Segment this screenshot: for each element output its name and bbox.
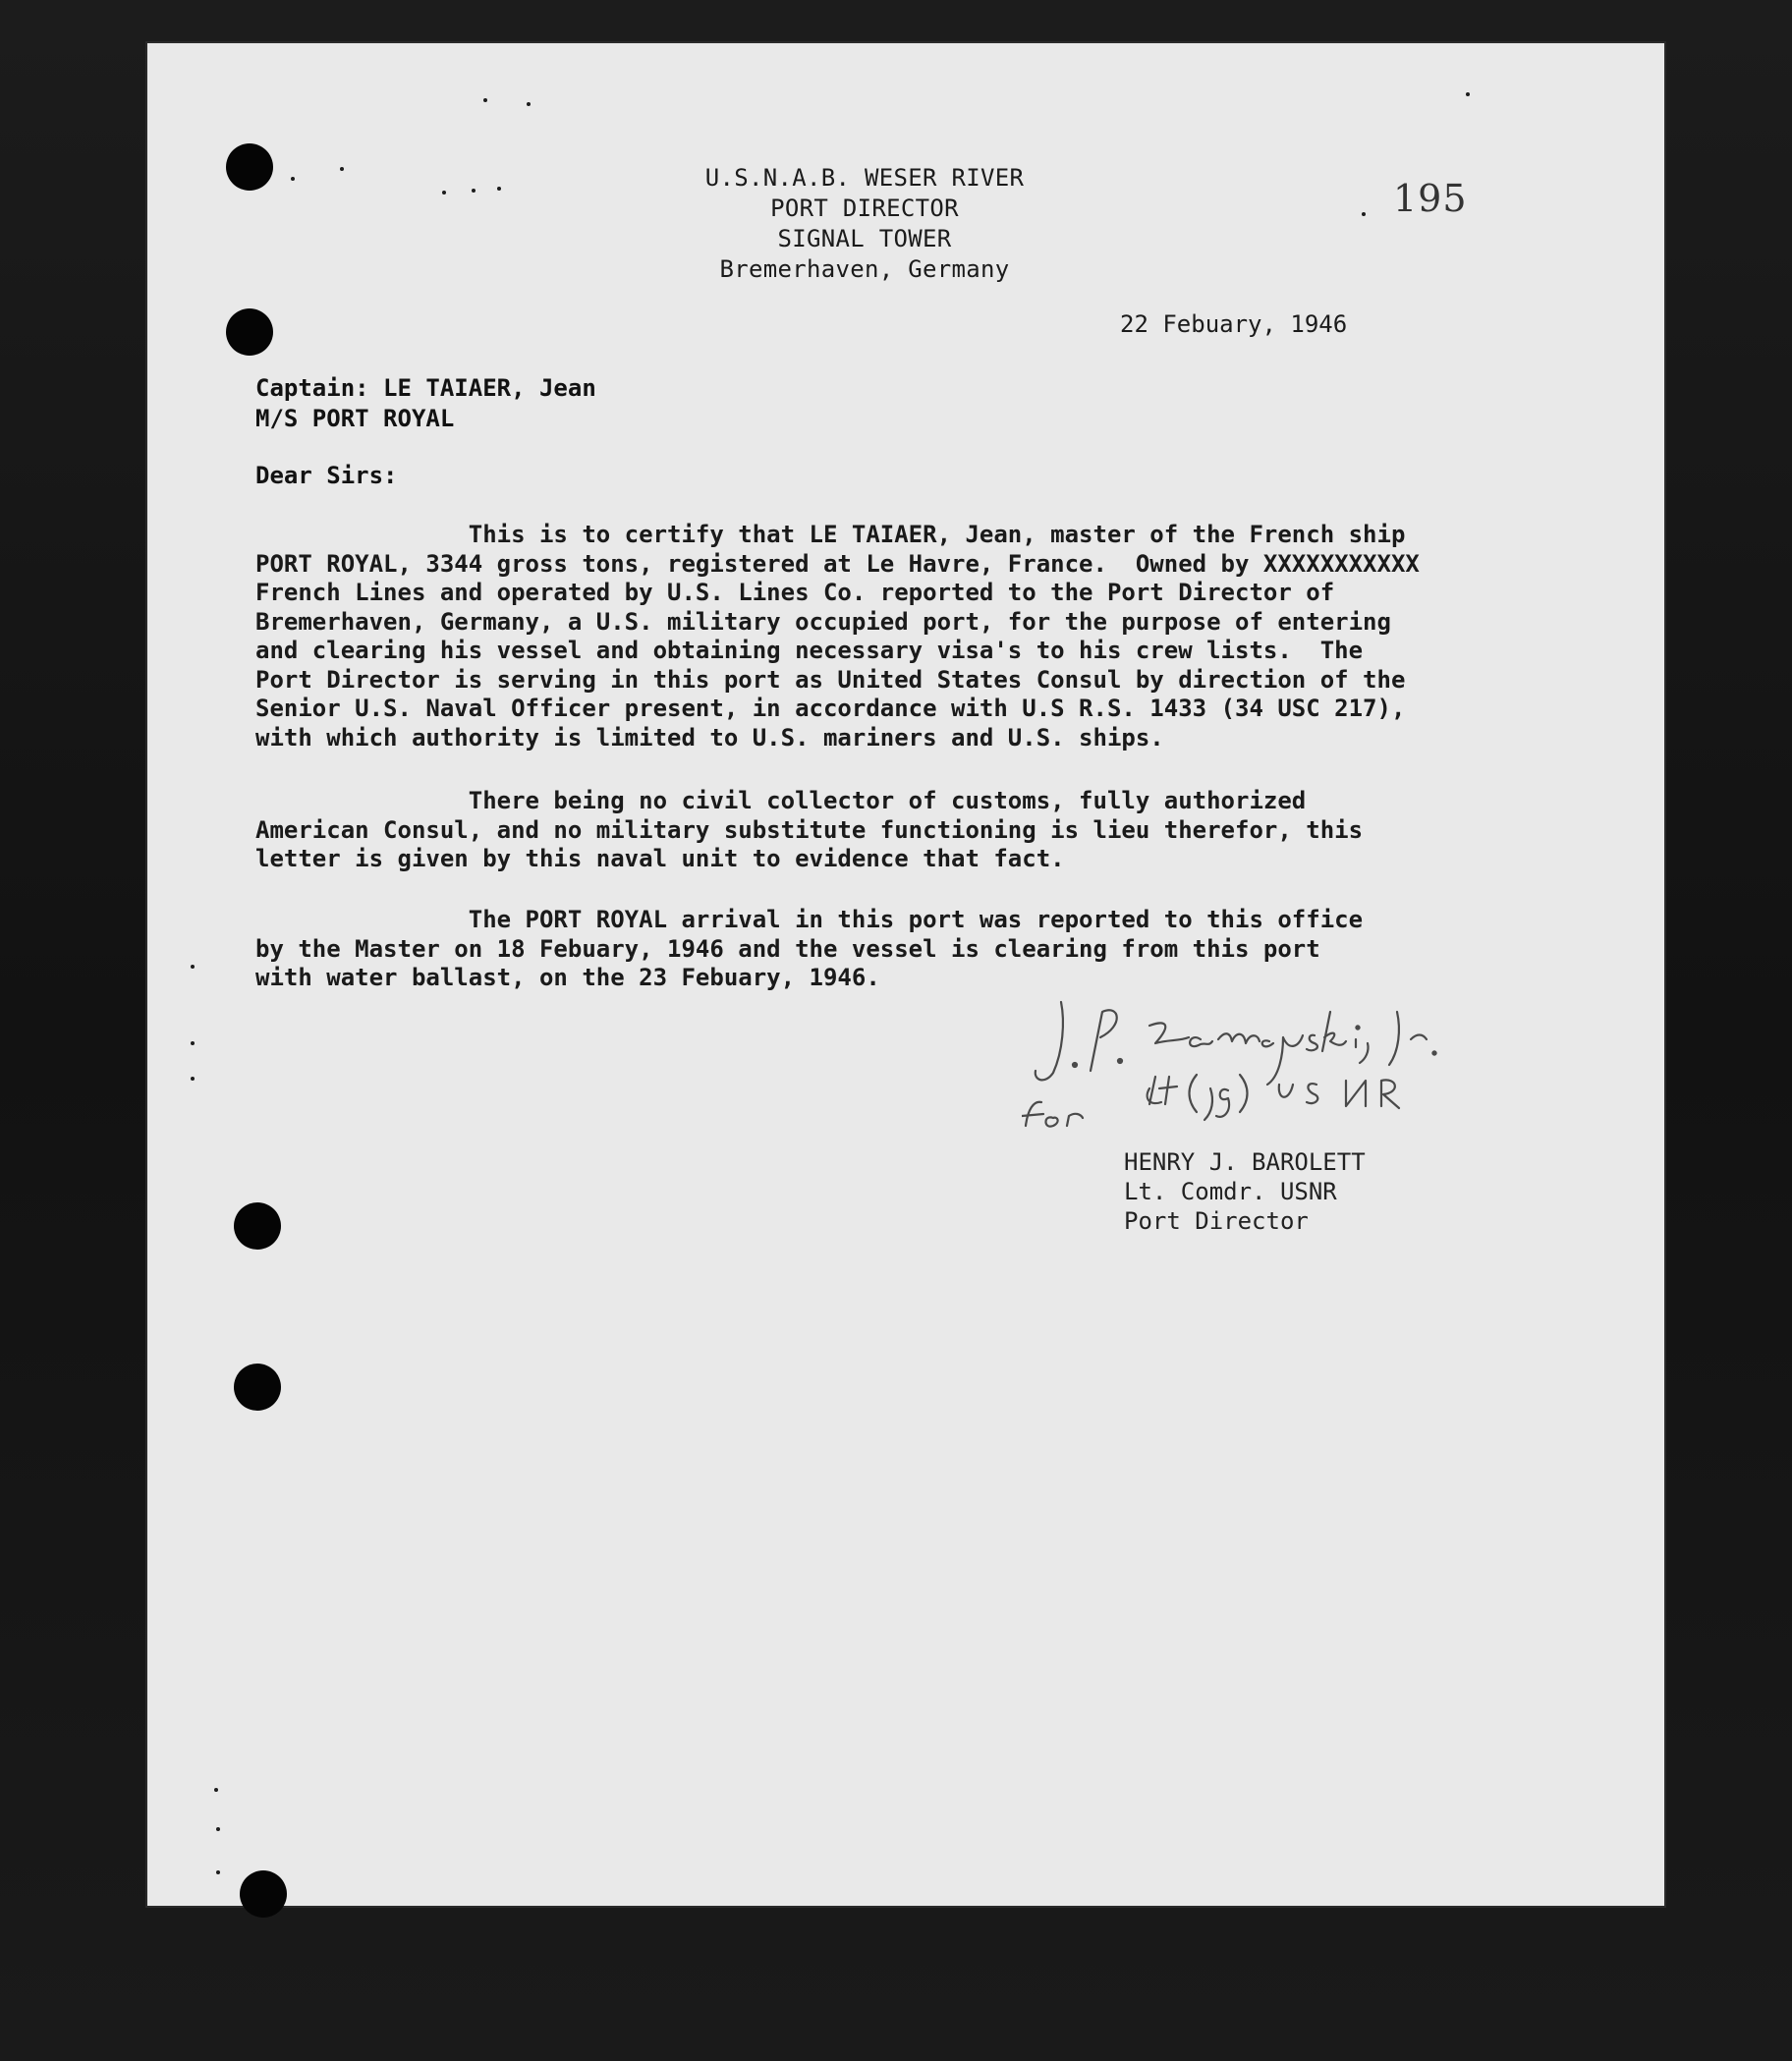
paragraph-line: This is to certify that LE TAIAER, Jean, master of the French ship xyxy=(255,521,1406,548)
letterhead-office: PORT DIRECTOR xyxy=(770,195,959,222)
scan-speck xyxy=(483,98,487,102)
addressee xyxy=(255,373,596,434)
scan-speck xyxy=(340,167,344,171)
paragraph-line: with which authority is limited to U.S. mariners and U.S. ships. xyxy=(255,723,1164,752)
scan-speck xyxy=(191,1041,195,1045)
paragraph-line: letter is given by this naval unit to evidence that fact. xyxy=(255,845,1065,872)
letterhead-location: Bremerhaven, Germany xyxy=(719,255,1010,283)
signatory-title: Port Director xyxy=(1124,1207,1309,1235)
paragraph-line: and clearing his vessel and obtaining necessary visa's to his crew lists. The xyxy=(255,637,1364,664)
scan-speck xyxy=(497,187,501,191)
letter-date: 22 Febuary, 1946 xyxy=(1120,310,1348,338)
paragraph-certification xyxy=(255,521,1420,752)
letterhead xyxy=(688,163,1041,285)
punch-hole xyxy=(226,143,273,191)
scan-speck xyxy=(1362,212,1366,216)
scan-speck xyxy=(191,1077,195,1081)
paragraph-line: The PORT ROYAL arrival in this port was reported to this office xyxy=(255,906,1364,933)
paragraph-line: There being no civil collector of customs, fully authorized xyxy=(255,787,1307,814)
salutation: Dear Sirs: xyxy=(255,462,398,489)
paragraph-line: PORT ROYAL, 3344 gross tons, registered at Le Havre, France. Owned by XXXXXXXXXXX xyxy=(255,549,1420,578)
scan-speck xyxy=(191,965,195,969)
scan-speck xyxy=(291,177,295,181)
punch-hole xyxy=(234,1202,281,1250)
scan-speck xyxy=(214,1788,218,1792)
scan-speck xyxy=(472,189,476,193)
paragraph-line: Senior U.S. Naval Officer present, in accordance with U.S R.S. 1433 (34 USC 217), xyxy=(255,695,1406,722)
paragraph-line: by the Master on 18 Febuary, 1946 and the vessel is clearing from this port xyxy=(255,934,1320,963)
punch-hole xyxy=(240,1870,287,1918)
paragraph-arrival xyxy=(255,906,1363,993)
handwritten-signature xyxy=(1022,982,1474,1149)
scan-speck xyxy=(527,102,531,106)
letterhead-unit: U.S.N.A.B. WESER RIVER xyxy=(704,164,1025,192)
paragraph-line: with water ballast, on the 23 Febuary, 1946. xyxy=(255,964,880,991)
page-number: 195 xyxy=(1393,177,1468,220)
scan-speck xyxy=(216,1827,220,1831)
punch-hole xyxy=(226,308,273,356)
scan-speck xyxy=(442,191,446,195)
letterhead-station: SIGNAL TOWER xyxy=(777,225,952,252)
addressee-vessel: M/S PORT ROYAL xyxy=(255,405,455,432)
addressee-name: Captain: LE TAIAER, Jean xyxy=(255,374,596,402)
paragraph-line: French Lines and operated by U.S. Lines Co. reported to the Port Director of xyxy=(255,579,1335,606)
signature-block xyxy=(1124,1147,1366,1236)
punch-hole xyxy=(234,1364,281,1411)
scan-speck xyxy=(216,1870,220,1874)
scan-speck xyxy=(1466,92,1470,96)
signatory-name: HENRY J. BAROLETT xyxy=(1124,1148,1366,1176)
paragraph-line: Port Director is serving in this port as United States Consul by direction of the xyxy=(255,665,1406,694)
paragraph-authority xyxy=(255,787,1363,874)
signatory-rank: Lt. Comdr. USNR xyxy=(1124,1178,1337,1205)
paragraph-line: Bremerhaven, Germany, a U.S. military occupied port, for the purpose of entering xyxy=(255,607,1391,636)
paragraph-line: American Consul, and no military substitute functioning is lieu therefor, this xyxy=(255,815,1364,844)
